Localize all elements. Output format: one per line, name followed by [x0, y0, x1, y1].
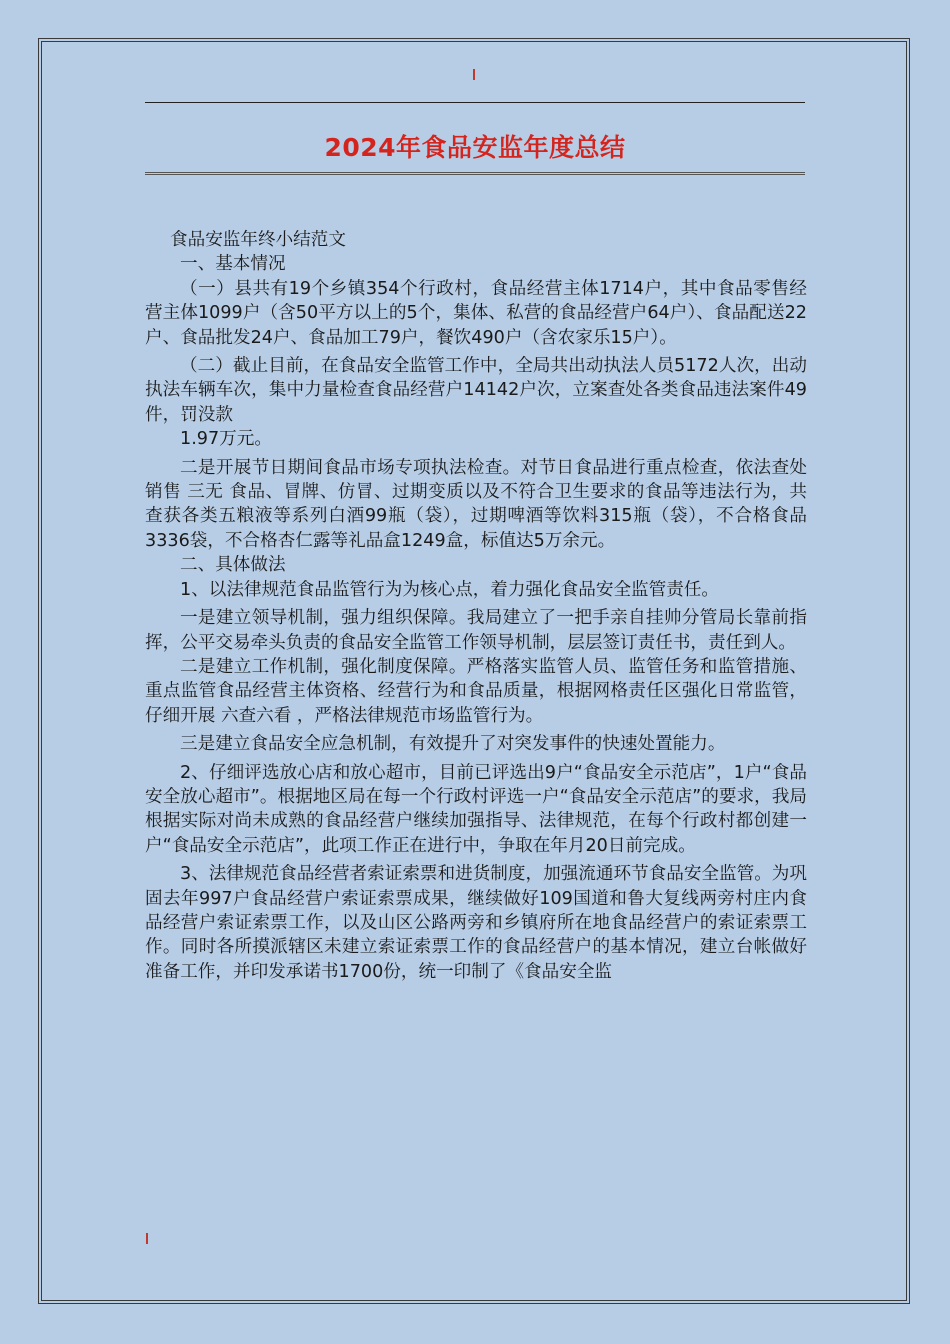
document-body — [145, 228, 807, 984]
title-underline — [145, 172, 805, 175]
body-paragraph: （一）县共有19个乡镇354个行政村，食品经营主体1714户，其中食品零售经营主体1099户（含50平方以上的5个，集体、私营的食品经营户64户）、食品配送22户、食品批发24户、食品加工79户，餐饮490户（含农家乐15户）。 — [145, 278, 807, 348]
document-title: 2024年食品安监年度总结 — [324, 133, 626, 162]
body-paragraph: 3、法律规范食品经营者索证索票和进货制度，加强流通环节食品安全监管。为巩固去年997户食品经营户索证索票成果，继续做好109国道和鲁大复线两旁村庄内食品经营户索证索票工作，以及山区公路两旁和乡镇府所在地食品经营户的索证索票工作。同时各所摸派辖区未建立索证索票工作的食品经营户的基本情况，建立台帐做好准备工作，并印发承诺书1700份，统一印制了《食品安全监 — [145, 864, 807, 982]
body-paragraph: （二）截止目前，在食品安全监管工作中，全局共出动执法人员5172人次，出动执法车辆车次，集中力量检查食品经营户14142户次，立案查处各类食品违法案件49件，罚没款 — [145, 356, 807, 425]
body-paragraph: 1.97万元。 — [180, 429, 272, 450]
header-mark — [473, 69, 475, 80]
body-paragraph: 一是建立领导机制，强力组织保障。我局建立了一把手亲自挂帅分管局长靠前指挥，公平交易牵头负责的食品安全监管工作领导机制，层层签订责任书，责任到人。 — [145, 608, 807, 653]
body-paragraph: 2、仔细评选放心店和放心超市，目前已评选出9户“食品安全示范店”，1户“食品安全放心超市”。根据地区局在每一个行政村评选一户“食品安全示范店”的要求，我局根据实际对尚未成熟的食品经营户继续加强指导、法律规范，在每个行政村都创建一户“食品安全示范店”，此项工作正在进行中，争取在年月20日前完成。 — [145, 762, 807, 856]
footer-mark — [146, 1233, 148, 1244]
header-rule — [145, 102, 805, 103]
body-paragraph: 1、以法律规范食品监管行为为核心点，着力强化食品安全监管责任。 — [180, 579, 720, 600]
section-heading: 一、基本情况 — [180, 254, 286, 275]
body-paragraph: 二是建立工作机制，强化制度保障。严格落实监管人员、监管任务和监管措施、重点监管食品经营主体资格、经营行为和食品质量，根据网格责任区强化日常监管，仔细开展 六查六看 ，严格法律规范市场监管行为。 — [145, 656, 807, 726]
body-paragraph: 三是建立食品安全应急机制，有效提升了对突发事件的快速处置能力。 — [180, 734, 726, 755]
body-paragraph: 二是开展节日期间食品市场专项执法检查。对节日食品进行重点检查，依法查处销售 三无 食品、冒牌、仿冒、过期变质以及不符合卫生要求的食品等违法行为，共查获各类五粮液等系列白酒99瓶（袋），过期啤酒等饮料315瓶（袋），不合格食品3336袋，不合格杏仁露等礼品盒1249盒，标值达5万余元。 — [145, 457, 807, 551]
section-heading: 二、具体做法 — [180, 555, 286, 576]
subtitle-paragraph: 食品安监年终小结范文 — [170, 230, 346, 250]
